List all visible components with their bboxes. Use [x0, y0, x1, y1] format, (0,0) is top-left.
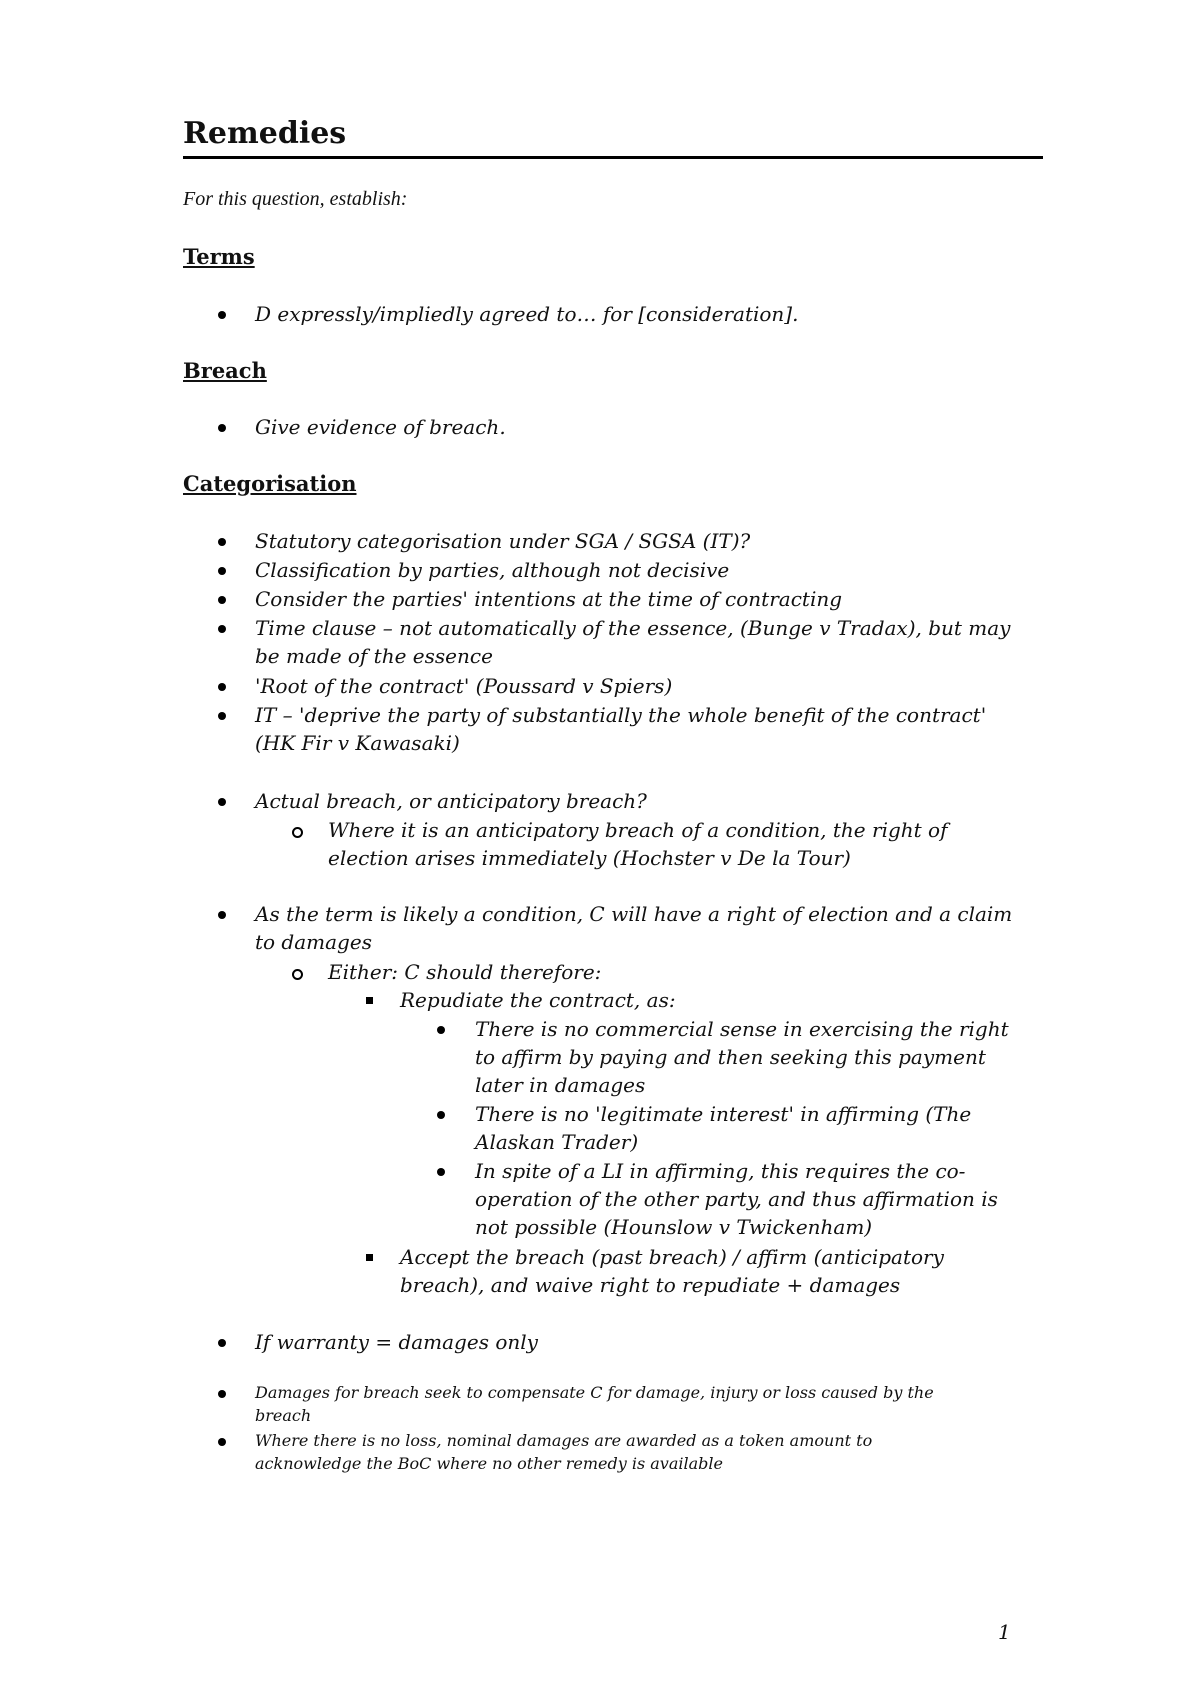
list-item: Either: C should therefore:	[328, 960, 602, 984]
bullet-disc-icon	[218, 596, 226, 604]
list-item: Time clause – not automatically of the essence, (Bunge v Tradax), but may be made of the essence	[255, 616, 1011, 668]
list-item: Statutory categorisation under SGA / SGSA (IT)?	[255, 529, 751, 553]
bullet-disc-icon	[437, 1111, 445, 1119]
list-item: Where it is an anticipatory breach of a condition, the right of election arises immediately (Hochster v De la Tour)	[328, 818, 948, 870]
bullet-disc-icon	[218, 311, 226, 319]
bullet-square-icon	[366, 997, 373, 1004]
list-item: Classification by parties, although not decisive	[255, 558, 730, 582]
list-item: There is no 'legitimate interest' in affirming (The Alaskan Trader)	[475, 1102, 972, 1154]
list-item: Where there is no loss, nominal damages are awarded as a token amount to acknowledge the BoC where no other remedy is available	[255, 1431, 873, 1473]
bullet-circle-icon	[292, 827, 303, 838]
list-item: Give evidence of breach.	[255, 415, 506, 439]
list-item: In spite of a LI in affirming, this requires the co-operation of the other party, and thus affirmation is not possible (Hounslow v Twickenham)	[475, 1159, 998, 1239]
page-title: Remedies	[183, 116, 347, 151]
bullet-disc-icon	[437, 1168, 445, 1176]
list-item: As the term is likely a condition, C will have a right of election and a claim to damages	[255, 902, 1013, 954]
heading-categorisation: Categorisation	[183, 471, 357, 496]
intro-text: For this question, establish:	[183, 188, 408, 210]
list-item: 'Root of the contract' (Poussard v Spiers)	[255, 674, 673, 698]
list-item: D expressly/impliedly agreed to… for [consideration].	[255, 302, 799, 326]
heading-terms: Terms	[183, 244, 255, 269]
bullet-disc-icon	[218, 683, 226, 691]
bullet-circle-icon	[292, 969, 303, 980]
bullet-disc-icon	[218, 625, 226, 633]
list-item: Consider the parties' intentions at the time of contracting	[255, 587, 843, 611]
list-item: IT – 'deprive the party of substantially the whole benefit of the contract' (HK Fir v Kawasaki)	[255, 703, 987, 755]
heading-breach: Breach	[183, 358, 267, 383]
bullet-disc-icon	[218, 538, 226, 546]
bullet-disc-icon	[218, 798, 226, 806]
list-item: Accept the breach (past breach) / affirm (anticipatory breach), and waive right to repudiate + damages	[400, 1245, 944, 1297]
list-item: Actual breach, or anticipatory breach?	[255, 789, 647, 813]
bullet-disc-icon	[218, 1339, 226, 1347]
bullet-disc-icon	[218, 1438, 226, 1446]
list-item: There is no commercial sense in exercising the right to affirm by paying and then seeking this payment later in damages	[475, 1017, 1009, 1097]
bullet-disc-icon	[218, 567, 226, 575]
bullet-disc-icon	[218, 911, 226, 919]
page-number: 1	[998, 1620, 1011, 1644]
bullet-disc-icon	[218, 712, 226, 720]
bullet-disc-icon	[437, 1026, 445, 1034]
list-item: Damages for breach seek to compensate C for damage, injury or loss caused by the breach	[255, 1383, 934, 1425]
bullet-disc-icon	[218, 424, 226, 432]
title-rule	[183, 156, 1043, 159]
list-item: Repudiate the contract, as:	[400, 988, 676, 1012]
bullet-square-icon	[366, 1254, 373, 1261]
bullet-disc-icon	[218, 1390, 226, 1398]
list-item: If warranty = damages only	[255, 1330, 538, 1354]
